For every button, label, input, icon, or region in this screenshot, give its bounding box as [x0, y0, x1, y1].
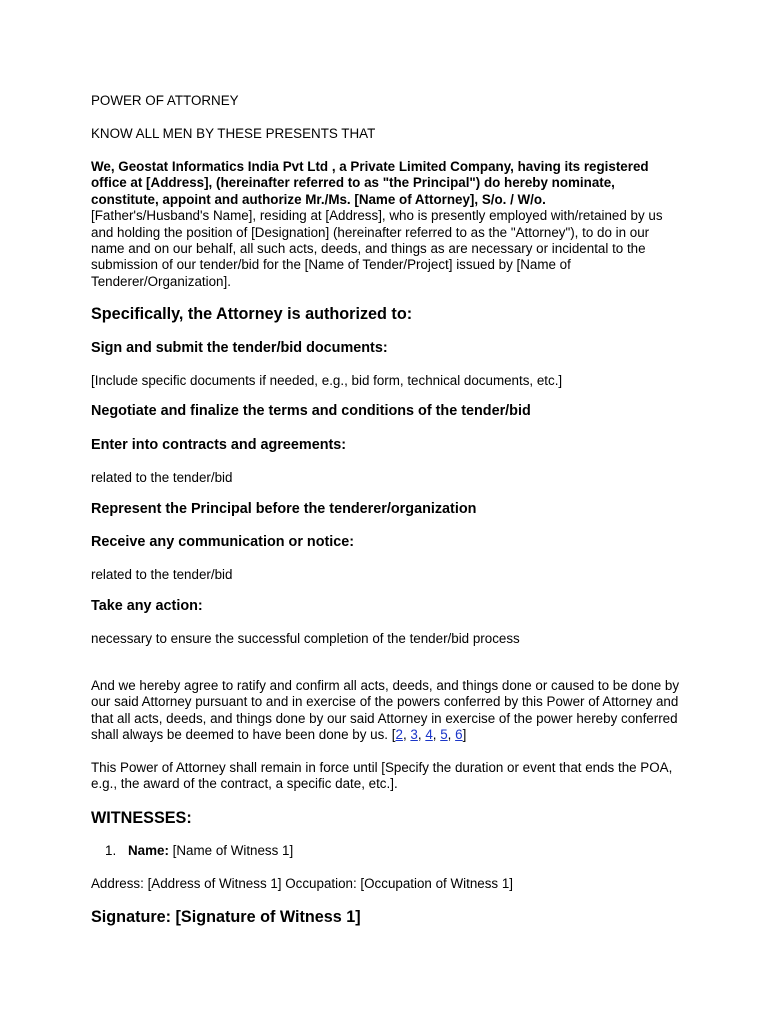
receive-note: related to the tender/bid [91, 567, 233, 582]
contracts-note: related to the tender/bid [91, 470, 233, 485]
authorized-heading: Specifically, the Attorney is authorized to: [91, 305, 413, 323]
intro-bold-line-1: We, Geostat Informatics India Pvt Ltd , a Private Limited Company, having its registered [91, 159, 649, 174]
validity-paragraph: This Power of Attorney shall remain in force until [Specify the duration or event that ends the POA, e.g., the award of the contract, a specific date, etc.]. [91, 760, 673, 792]
witness-name-value: [Name of Witness 1] [168, 843, 294, 858]
witness-address-line: Address: [Address of Witness 1] Occupation: [Occupation of Witness 1] [91, 876, 513, 891]
action-note: necessary to ensure the successful completion of the tender/bid process [91, 631, 520, 646]
witness-name-line [128, 843, 293, 859]
witness-name-label: Name: [128, 843, 169, 858]
document-title: POWER OF ATTORNEY [91, 93, 239, 108]
receive-heading: Receive any communication or notice: [91, 534, 355, 550]
witnesses-heading: WITNESSES: [91, 809, 192, 827]
reference-list: [2, 3, 4, 5, 6] [391, 727, 467, 743]
sign-note: [Include specific documents if needed, e.g., bid form, technical documents, etc.] [91, 373, 563, 388]
signature-heading: Signature: [Signature of Witness 1] [91, 908, 361, 926]
intro-bold-line-2: office at [Address], (hereinafter referred to as "the Principal") do hereby nominate, [91, 175, 615, 191]
reference-link-5[interactable]: 5 [440, 727, 448, 743]
reference-link-6[interactable]: 6 [455, 727, 463, 743]
represent-heading: Represent the Principal before the tenderer/organization [91, 501, 477, 517]
contracts-heading: Enter into contracts and agreements: [91, 437, 347, 453]
intro-paragraph: [Father's/Husband's Name], residing at [Address], who is presently employed with/retained by us and holding the position of [Designation] (hereinafter referred to as the "Attorney"), to do in our name and on our behalf, all such acts, deeds, and things as are necessary or incidental to the submission of our tender/bid for the [Name of Tender/Project] issued by [Name of Tenderer/Organization]. [91, 208, 663, 289]
reference-link-2[interactable]: 2 [395, 727, 403, 743]
reference-link-4[interactable]: 4 [425, 727, 433, 743]
action-heading: Take any action: [91, 598, 203, 614]
document-subtitle: KNOW ALL MEN BY THESE PRESENTS THAT [91, 126, 376, 141]
sign-heading: Sign and submit the tender/bid documents: [91, 340, 388, 356]
intro-bold-line-3: constitute, appoint and authorize Mr./Ms. [Name of Attorney], S/o. / W/o. [91, 191, 546, 207]
ratify-text: And we hereby agree to ratify and confirm all acts, deeds, and things done or caused to be done by our said Attorney pursuant to and in exercise of the powers conferred by this Power of Attorney and that all acts, deeds, and things done by our said Attorney in exercise of the power hereby conferred shall always be deemed to have been done by us. [91, 678, 680, 743]
ratify-paragraph [91, 678, 683, 744]
witness-list-number: 1. [105, 843, 117, 858]
negotiate-heading: Negotiate and finalize the terms and conditions of the tender/bid [91, 403, 531, 419]
reference-link-3[interactable]: 3 [410, 727, 418, 743]
